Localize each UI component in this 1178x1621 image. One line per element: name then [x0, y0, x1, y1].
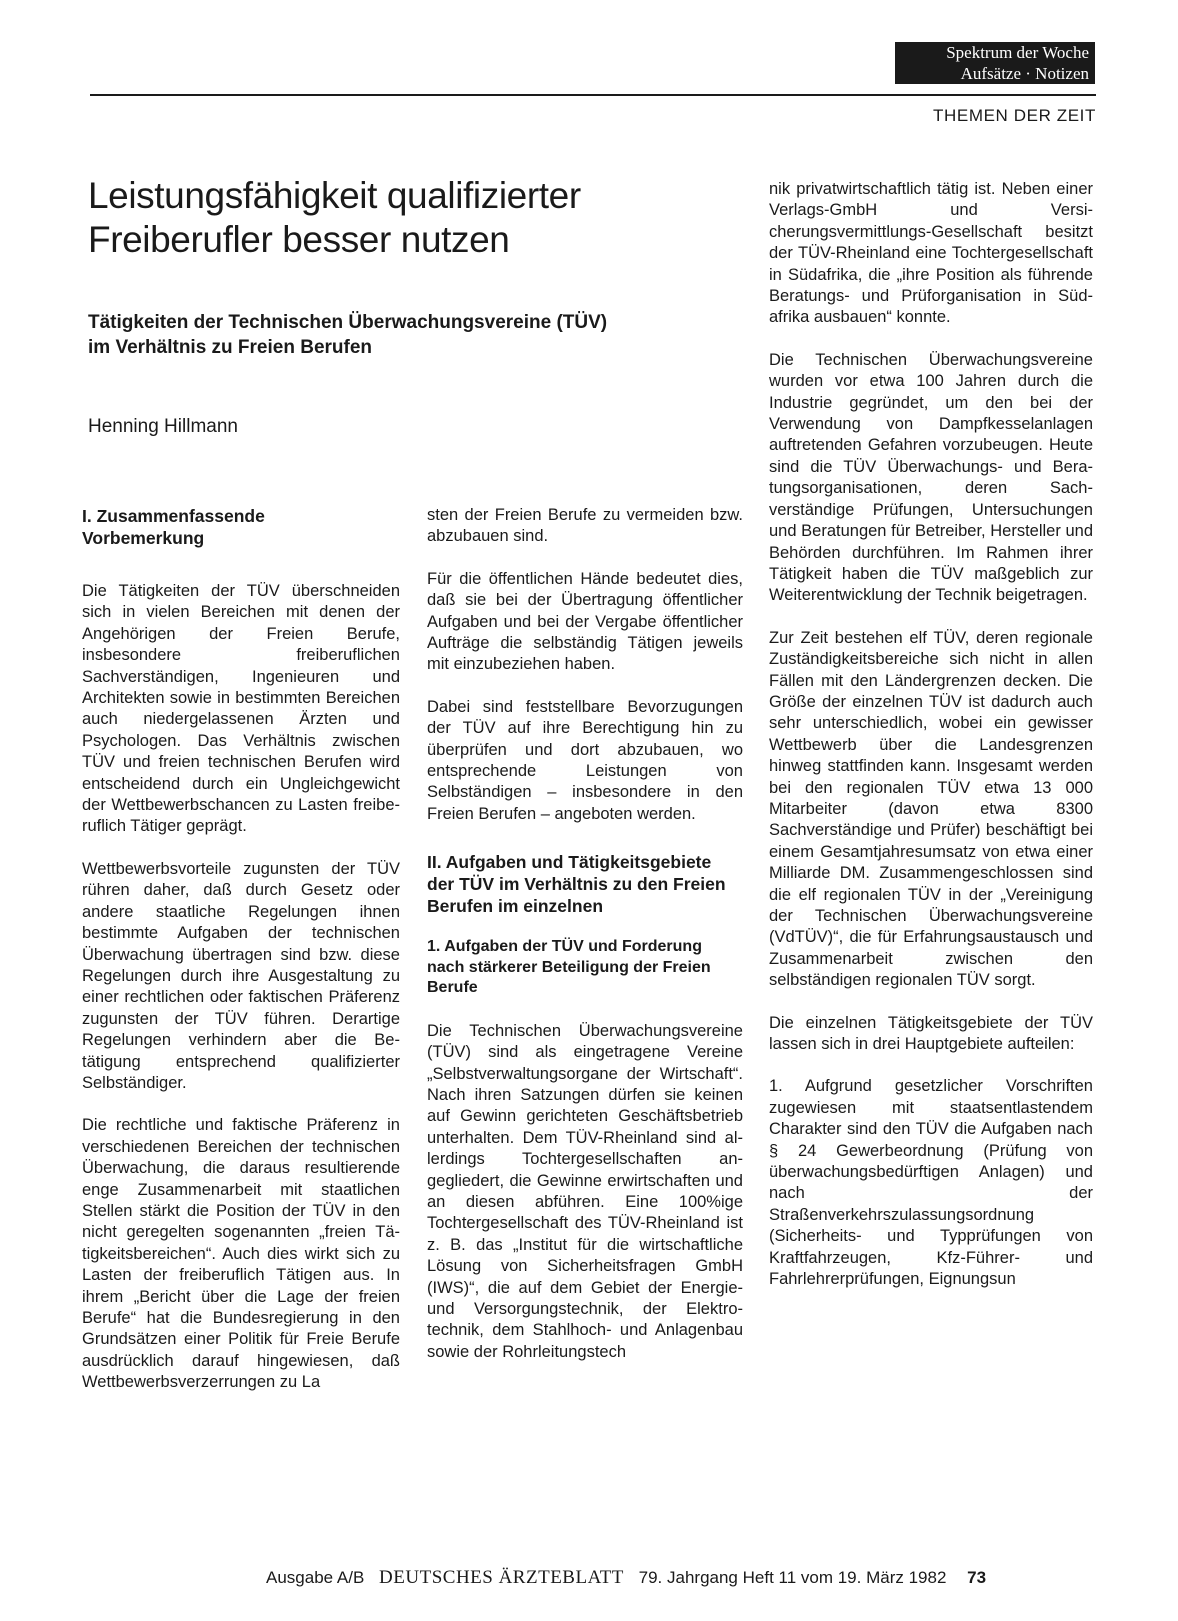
- paragraph: sten der Freien Berufe zu vermeiden bzw. abzubauen sind.: [427, 506, 743, 546]
- paragraph: 1. Aufgrund gesetzlicher Vorschriften zugewiesen mit staatsentlastendem Charakter sind den TÜV die Aufgaben nach § 24 Gewerbeordnung (Prüfung von überwachungsbedürftigen Anlagen) und nach der Straßenverkehrszulassungsordnung (Sicherheits- und Typprüfungen von Kraftfahrzeugen, Kfz-Führer- und Fahrlehrerprüfungen, Eignungsun: [769, 1077, 1093, 1289]
- section-label: THEMEN DER ZEIT: [933, 106, 1096, 125]
- section-heading-2: II. Aufgaben und Tätigkeitsgebiete der TÜV im Verhältnis zu den Freien Berufen im einzelnen: [427, 852, 726, 917]
- text-column-1: [82, 505, 400, 1415]
- rubric-line-2: Aufsätze · Notizen: [960, 64, 1089, 83]
- subsection-heading-1: 1. Aufgaben der TÜV und Forderung nach stärkerer Beteiligung der Freien Berufe: [427, 938, 711, 997]
- page-footer: [266, 1567, 1096, 1589]
- footer-issue: 79. Jahrgang Heft 11 vom 19. März 1982: [638, 1568, 947, 1587]
- paragraph: Die Technischen Überwachungsvereine (TÜV) sind als eingetragene Vereine „Selbstverwaltungsorgane der Wirtschaft“. Nach ihren Satzungen dürfen sie keinen auf Gewinn gerichteten Geschäftsbetrieb unterhalten. Dem TÜV-Rheinland sind allerdings Tochtergesellschaften angegliedert, die Gewinne erwirtschaften und an diesen abführen. Eine 100%ige Tochtergesellschaft des TÜV-Rheinland ist z. B. das „Institut für die wirtschaftliche Lösung von Sicherheitsfragen GmbH (IWS)“, die auf dem Gebiet der Energie- und Versorgungstechnik, der Elektrotechnik, dem Stahlhoch- und Anlagenbau sowie der Rohrleitungstech: [427, 1021, 743, 1361]
- paragraph: Zur Zeit bestehen elf TÜV, deren regionale Zuständigkeitsbereiche sich nicht in allen Fällen mit den Ländergrenzen decken. Die Größe der einzelnen TÜV ist dadurch auch sehr unterschiedlich, wobei ein gewisser Wettbewerb über die Landesgrenzen hinweg stattfinden kann. Insgesamt werden bei den regionalen TÜV etwa 13 000 Mitarbeiter (davon etwa 8300 Sachverständige und Prüfer) beschäftigt bei einem Gesamtjahresumsatz von etwa einer Milliarde DM. Zusammengeschlossen sind die elf regionalen TÜV in der „Vereinigung der Technischen Überwachungsvereine (VdTÜV)“, die für Erfahrungsaustausch und Zusammenarbeit zwischen den selbständigen regionalen TÜV sorgt.: [769, 628, 1093, 990]
- header-rule: [90, 94, 1096, 96]
- text-column-2: [427, 505, 743, 1384]
- paragraph: Für die öffentlichen Hände bedeutet dies, daß sie bei der Übertragung öffentlicher Aufgaben und bei der Vergabe öffentlicher Aufträge die selbständig Tätigen jeweils mit einzubeziehen haben.: [427, 569, 743, 674]
- paragraph: Die rechtliche und faktische Präferenz in verschiedenen Bereichen der technischen Überwachung, die daraus resultierende enge Zusammenarbeit mit staatlichen Stellen stärkt die Position der TÜV in den nicht geregelten sogenannten „freien Tätigkeitsbereichen“. Auch dies wirkt sich zu Lasten der freiberuflich Tätigen aus. In ihrem „Bericht über die Lage der freien Berufe“ hat die Bundesregierung in den Grundsätzen einer Politik für Freie Berufe ausdrücklich darauf hingewiesen, daß Wettbewerbsverzerrungen zu La: [82, 1116, 400, 1392]
- rubric-badge: [895, 42, 1095, 84]
- article-author: Henning Hillmann: [88, 416, 238, 437]
- text-column-3: [769, 179, 1093, 1312]
- paragraph: Wettbewerbsvorteile zugunsten der TÜV rühren daher, daß durch Gesetz oder andere staatliche Regelungen ihnen bestimmte Aufgaben der technischen Überwachung übertragen sind bzw. diese Regelungen durch ihre Ausgestaltung zu einer rechtlichen oder faktischen Präferenz zugunsten der TÜV führen. Derartige Regelungen verhindern aber die Betätigung entsprechend qualifizierter Selbständiger.: [82, 859, 400, 1092]
- paragraph: Dabei sind feststellbare Bevorzugungen der TÜV auf ihre Berechtigung hin zu überprüfen und dort abzubauen, wo entsprechende Leistungen von Selbständigen – insbesondere in den Freien Berufen – angeboten werden.: [427, 697, 743, 823]
- paragraph: Die Technischen Überwachungsvereine wurden vor etwa 100 Jahren durch die Industrie gegründet, um den bei der Verwendung von Dampfkesselanlagen auftretenden Gefahren vorzubeugen. Heute sind die TÜV Überwachungs- und Beratungsorganisationen, deren Sachverständige Prüfungen, Untersuchungen und Beratungen für Betreiber, Hersteller und Behörden durchführen. Im Rahmen ihrer Tätigkeit haben die TÜV maßgeblich zur Weiterentwicklung der Technik beigetragen.: [769, 350, 1093, 605]
- article-title: Leistungsfähigkeit qualifizierter Freiberufler besser nutzen: [88, 175, 581, 260]
- footer-edition: Ausgabe A/B: [266, 1568, 365, 1587]
- footer-journal: DEUTSCHES ÄRZTEBLATT: [379, 1567, 624, 1588]
- paragraph: Die einzelnen Tätigkeitsgebiete der TÜV lassen sich in drei Hauptgebiete aufteilen:: [769, 1013, 1093, 1054]
- page-number: 73: [967, 1568, 987, 1587]
- article-subtitle: Tätigkeiten der Technischen Überwachungsvereine (TÜV) im Verhältnis zu Freien Berufen: [88, 312, 608, 358]
- rubric-line-1: Spektrum der Woche: [946, 43, 1089, 62]
- paragraph: nik privatwirtschaftlich tätig ist. Neben einer Verlags-GmbH und Versicherungsvermittlungs-Gesellschaft besitzt der TÜV-Rheinland eine Tochtergesellschaft in Südafrika, die „ihre Position als führende Beratungs- und Prüforganisation in Südafrika ausbauen“ konnte.: [769, 180, 1093, 327]
- paragraph: Die Tätigkeiten der TÜV überschneiden sich in vielen Bereichen mit denen der Angehörigen der Freien Berufe, insbesondere freiberuflichen Sachverständigen, Ingenieuren und Architekten sowie in bestimmten Bereichen auch niedergelassenen Ärzten und Psychologen. Das Verhältnis zwischen TÜV und freien technischen Berufen wird entscheidend durch ein Ungleichgewicht der Wettbewerbschancen zu Lasten freiberuflich Tätiger geprägt.: [82, 582, 400, 836]
- section-heading-1: I. Zusammenfassende Vorbemerkung: [82, 506, 265, 548]
